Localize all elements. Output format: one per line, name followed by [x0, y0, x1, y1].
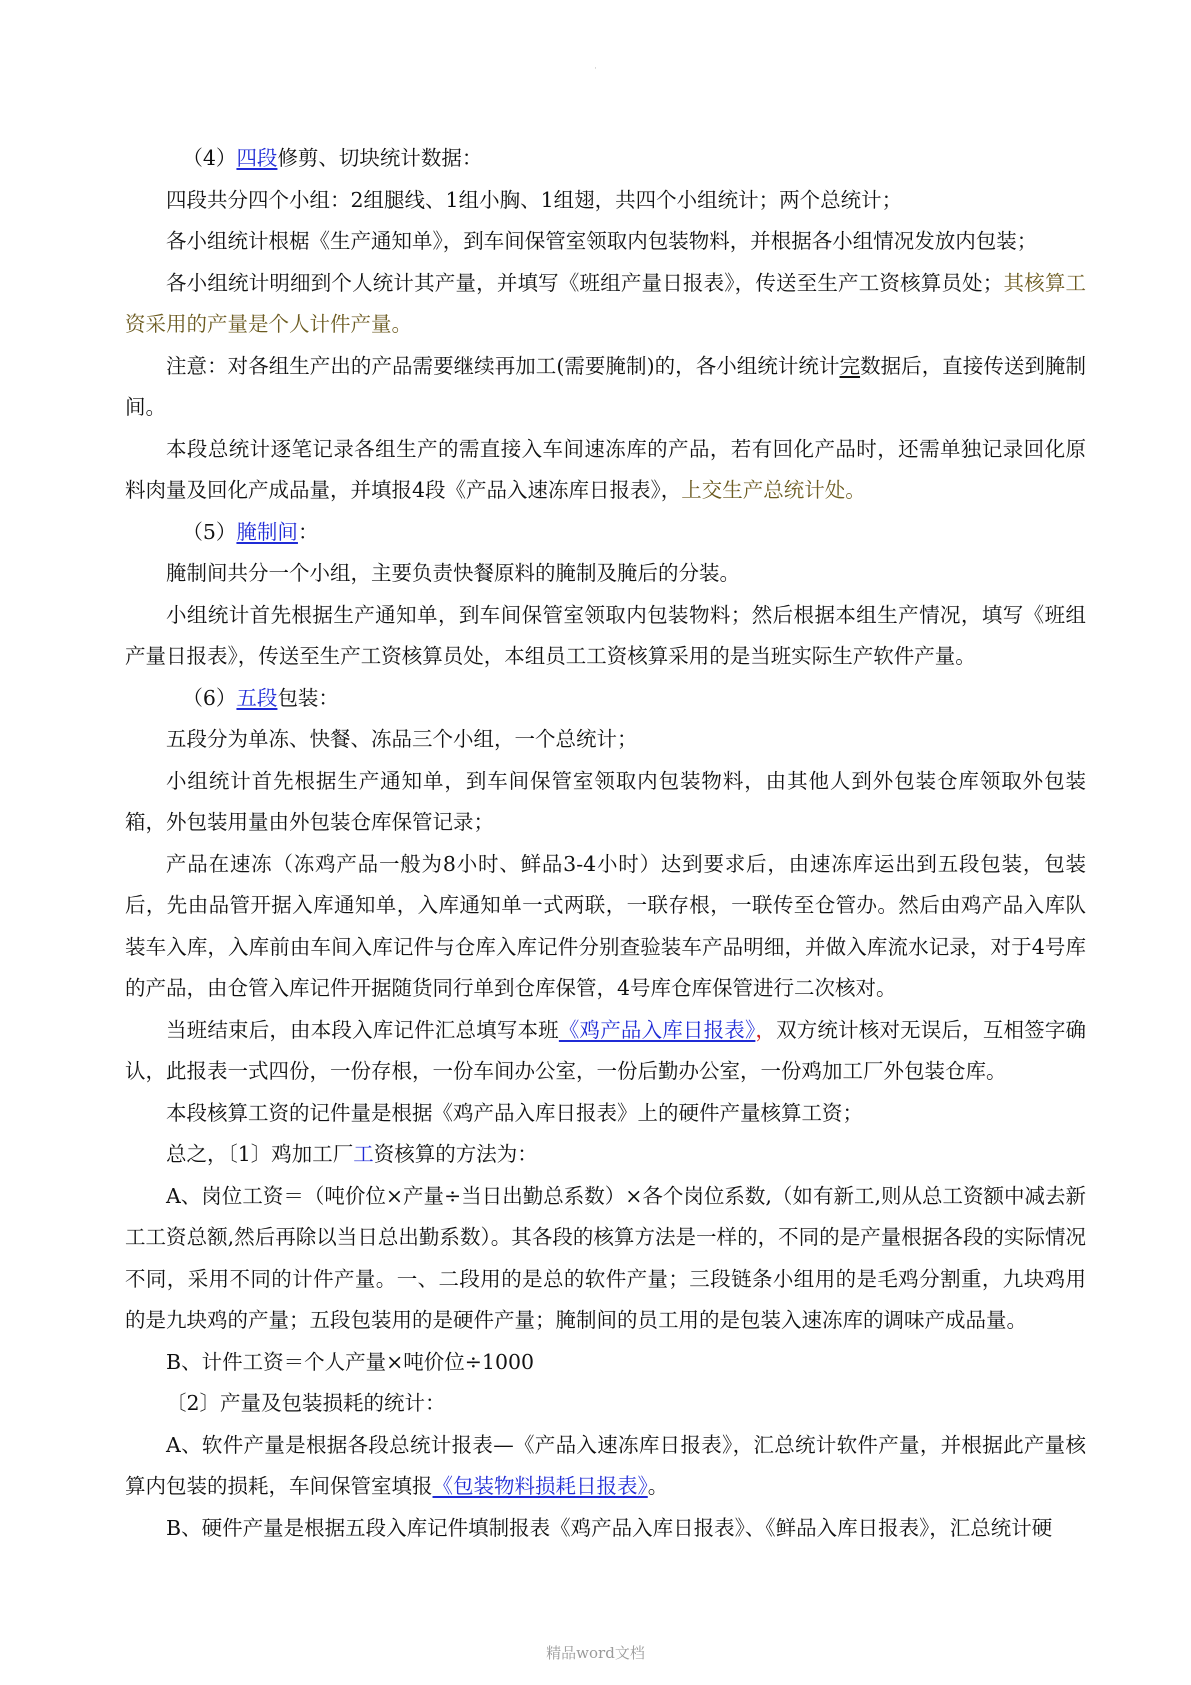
section-6-paragraph-2: 小组统计首先根据生产通知单，到车间保管室领取内包装物料，由其他人到外包装仓库领取外包装箱，外包装用量由外包装仓库保管记录；	[125, 768, 1086, 834]
summary-item-c-text-a: A、软件产量是根据各段总统计报表—《产品入速冻库日报表》，汇总统计软件产量，并根据此产量核算内包装的损耗，车间保管室填报	[125, 1432, 1086, 1498]
summary-intro	[125, 1134, 1086, 1176]
link-five-section[interactable]: 五段	[236, 685, 278, 710]
section-6-paragraph-1: 五段分为单冻、快餐、冻品三个小组，一个总统计；	[166, 727, 638, 751]
header-mark: ·	[594, 64, 597, 74]
section-5-heading	[125, 512, 1086, 554]
section-4-paragraph-4-text-a: 注意：对各组生产出的产品需要继续再加工(需要腌制)的，各小组统计统计	[166, 353, 840, 378]
section-4-paragraph-5	[125, 429, 1086, 512]
section-6-heading	[125, 678, 1086, 720]
summary-item-c-text-b: 。	[647, 1474, 669, 1498]
section-4-paragraph-2: 各小组统计根椐《生产通知单》，到车间保管室领取内包装物料，并根据各小组情况发放内包装；	[166, 229, 1038, 253]
summary-heading-2: 〔2〕产量及包装损耗的统计：	[166, 1391, 446, 1415]
section-5-title: ：	[297, 519, 319, 544]
section-4-paragraph-4-text-b: 数据后，直接传送到腌制间。	[125, 353, 1087, 419]
section-4-title: 修剪、切块统计数据：	[277, 146, 483, 170]
section-4-heading	[125, 138, 1086, 180]
section-6-paragraph-4-text-a: 当班结束后，由本段入库记件汇总填写本班	[166, 1017, 559, 1042]
summary-intro-text-a: 总之，〔1〕鸡加工厂	[166, 1142, 354, 1166]
summary-item-b: B、计件工资＝个人产量×吨价位÷1000	[166, 1349, 535, 1374]
section-4-paragraph-4-underlined: 完	[839, 353, 861, 378]
section-4-paragraph-5-note: 上交生产总统计处。	[681, 478, 866, 502]
link-chicken-warehouse-report[interactable]: 《鸡产品入库日报表》	[558, 1017, 756, 1042]
section-4-paragraph-3-note: 其核算工资采用的产量是个人计件产量。	[125, 270, 1087, 336]
section-6-number: （6）	[182, 685, 237, 710]
summary-item-a: A、岗位工资＝（吨价位×产量÷当日出勤总系数）×各个岗位系数,（如有新工,则从总工资额中减去新工工资总额,然后再除以当日总出勤系数）。其各段的核算方法是一样的，不同的是产量根据各段的实际情况不同，采用不同的计件产量。一、二段用的是总的软件产量；三段链条小组用的是毛鸡分割重，九块鸡用的是九块鸡的产量；五段包装用的是硬件产量；腌制间的员工用的是包装入速冻库的调味产成品量。	[125, 1183, 1086, 1332]
section-4-paragraph-4	[125, 346, 1086, 429]
summary-intro-highlight: 工	[353, 1142, 374, 1166]
section-4-number: （4）	[182, 146, 237, 170]
section-4-paragraph-3	[125, 263, 1086, 346]
section-4-paragraph-3-text: 各小组统计明细到个人统计其产量，并填写《班组产量日报表》，传送至生产工资核算员处；	[166, 270, 1004, 295]
section-4-paragraph-1: 四段共分四个小组：2组腿线、1组小胸、1组翅，共四个小组统计；两个总统计；	[166, 187, 903, 212]
section-6-paragraph-4-comma: ，	[755, 1017, 777, 1042]
link-packaging-loss-report[interactable]: 《包装物料损耗日报表》	[432, 1474, 648, 1498]
section-5-paragraph-2: 小组统计首先根据生产通知单，到车间保管室领取内包装物料；然后根据本组生产情况，填写《班组产量日报表》，传送至生产工资核算员处，本组员工工资核算采用的是当班实际生产软件产量。	[125, 602, 1086, 668]
section-5-paragraph-1: 腌制间共分一个小组，主要负责快餐原料的腌制及腌后的分装。	[166, 561, 740, 585]
link-curing-room[interactable]: 腌制间	[236, 519, 298, 544]
summary-intro-text-b: 资核算的方法为：	[373, 1142, 538, 1166]
section-6-title: 包装：	[277, 685, 339, 710]
page-footer: 精品word文档	[546, 1644, 645, 1662]
section-6-paragraph-4	[125, 1010, 1086, 1093]
link-four-section[interactable]: 四段	[236, 146, 278, 170]
section-4-paragraph-5-text: 本段总统计逐笔记录各组生产的需直接入车间速冻库的产品，若有回化产品时，还需单独记录回化原料肉量及回化产成品量，并填报4段《产品入速冻库日报表》，	[125, 436, 1086, 502]
section-6-paragraph-5: 本段核算工资的记件量是根据《鸡产品入库日报表》上的硬件产量核算工资；	[166, 1100, 863, 1125]
section-5-number: （5）	[182, 519, 237, 544]
document-body	[125, 138, 1086, 1549]
summary-item-d: B、硬件产量是根据五段入库记件填制报表《鸡产品入库日报表》、《鲜品入库日报表》，汇总统计硬	[166, 1515, 1053, 1540]
summary-item-c	[125, 1425, 1086, 1508]
section-6-paragraph-3: 产品在速冻（冻鸡产品一般为8小时、鲜品3-4小时）达到要求后，由速冻库运出到五段包装，包装后，先由品管开据入库通知单，入库通知单一式两联，一联存根，一联传至仓管办。然后由鸡产品入库队装车入库，入库前由车间入库记件与仓库入库记件分别查验装车产品明细，并做入库流水记录，对于4号库的产品，由仓管入库记件开据随货同行单到仓库保管，4号库仓库保管进行二次核对。	[125, 851, 1086, 1000]
section-6-paragraph-4-text-b: 双方统计核对无误后，互相签字确认，此报表一式四份，一份存根，一份车间办公室，一份后勤办公室，一份鸡加工厂外包装仓库。	[125, 1017, 1087, 1083]
